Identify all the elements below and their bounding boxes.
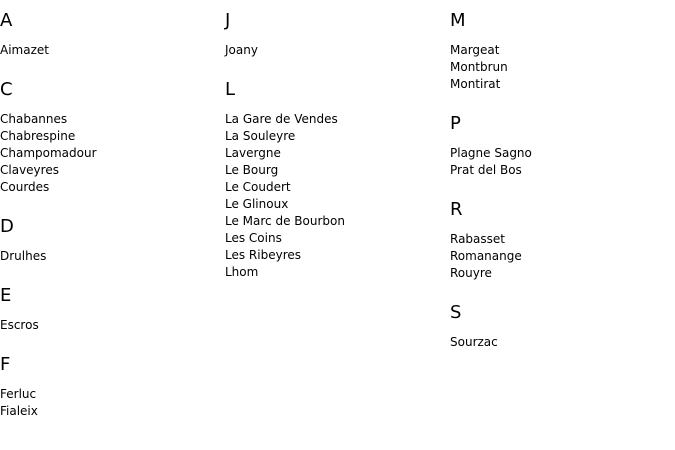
place-list-item[interactable]: Aimazet <box>0 43 49 57</box>
place-list-item[interactable]: Plagne Sagno <box>450 146 532 160</box>
letter-heading: D <box>0 216 14 237</box>
letter-heading: E <box>0 285 12 306</box>
letter-group-c <box>0 79 225 196</box>
place-list-item[interactable]: Sourzac <box>450 335 498 349</box>
place-list-item[interactable]: Lavergne <box>225 146 281 160</box>
place-list-item[interactable]: Chabrespine <box>0 129 76 143</box>
place-list-item[interactable]: Drulhes <box>0 249 47 263</box>
place-list-item[interactable]: Le Coudert <box>225 180 291 194</box>
place-list-item[interactable]: Fialeix <box>0 404 38 418</box>
index-column <box>225 10 450 301</box>
place-list-item[interactable]: Rabasset <box>450 232 505 246</box>
place-list-item[interactable]: Claveyres <box>0 163 59 177</box>
place-list-item[interactable]: Les Coins <box>225 231 282 245</box>
place-list <box>0 248 225 265</box>
place-list-item[interactable]: Le Bourg <box>225 163 279 177</box>
letter-group-j <box>225 10 450 59</box>
place-list <box>225 111 450 281</box>
place-list <box>225 42 450 59</box>
place-list-item[interactable]: Champomadour <box>0 146 97 160</box>
place-list-item[interactable]: Romanange <box>450 249 522 263</box>
letter-heading: S <box>450 302 462 323</box>
place-list-item[interactable]: Chabannes <box>0 112 68 126</box>
place-list-item[interactable]: Montirat <box>450 77 501 91</box>
place-list-item[interactable]: Ferluc <box>0 387 37 401</box>
letter-group-a <box>0 10 225 59</box>
letter-group-m <box>450 10 675 93</box>
place-list-item[interactable]: Prat del Bos <box>450 163 522 177</box>
place-list <box>450 334 675 351</box>
place-list <box>0 111 225 196</box>
place-list <box>450 42 675 93</box>
place-list-item[interactable]: Lhom <box>225 265 259 279</box>
letter-heading: L <box>225 79 236 100</box>
place-list-item[interactable]: Le Glinoux <box>225 197 289 211</box>
index-column <box>450 10 675 371</box>
letter-heading: P <box>450 113 461 134</box>
letter-group-f <box>0 354 225 420</box>
letter-group-l <box>225 79 450 281</box>
letter-heading: A <box>0 10 13 31</box>
place-list <box>0 386 225 420</box>
letter-heading: J <box>225 10 231 31</box>
letter-heading: C <box>0 79 13 100</box>
letter-group-r <box>450 199 675 282</box>
place-list-item[interactable]: Margeat <box>450 43 500 57</box>
letter-group-d <box>0 216 225 265</box>
place-list <box>450 145 675 179</box>
letter-group-p <box>450 113 675 179</box>
place-list <box>0 317 225 334</box>
index-column <box>0 10 225 440</box>
letter-heading: M <box>450 10 466 31</box>
place-list-item[interactable]: Le Marc de Bourbon <box>225 214 345 228</box>
letter-heading: F <box>0 354 11 375</box>
place-list-item[interactable]: Montbrun <box>450 60 508 74</box>
letter-group-e <box>0 285 225 334</box>
place-list-item[interactable]: La Souleyre <box>225 129 296 143</box>
place-list-item[interactable]: Rouyre <box>450 266 492 280</box>
letter-heading: R <box>450 199 463 220</box>
place-list-item[interactable]: Escros <box>0 318 39 332</box>
place-list-item[interactable]: Les Ribeyres <box>225 248 302 262</box>
place-list <box>0 42 225 59</box>
letter-group-s <box>450 302 675 351</box>
place-list-item[interactable]: Joany <box>225 43 258 57</box>
place-list-item[interactable]: La Gare de Vendes <box>225 112 338 126</box>
place-list-item[interactable]: Courdes <box>0 180 50 194</box>
place-list <box>450 231 675 282</box>
